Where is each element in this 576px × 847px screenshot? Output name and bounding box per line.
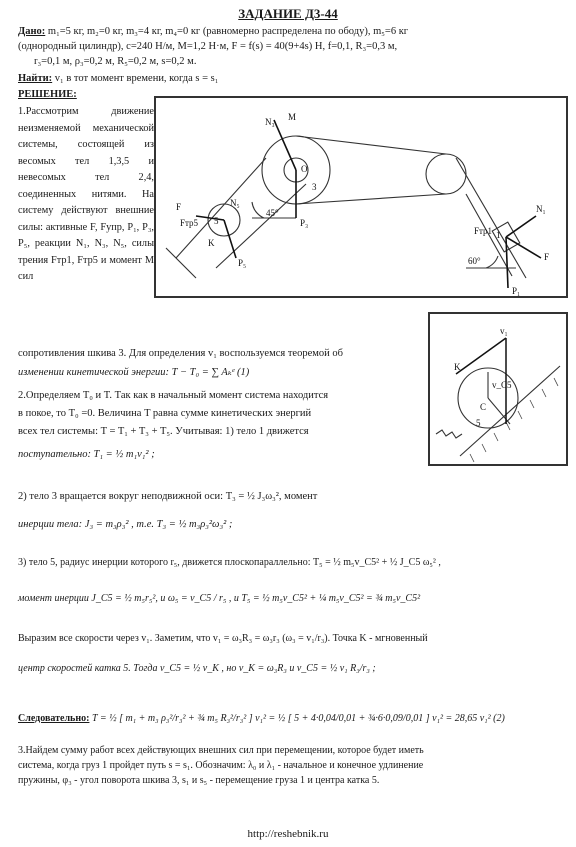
- label-P5: P₅: [238, 258, 247, 268]
- given-label: Дано:: [18, 26, 46, 37]
- label-5: 5: [214, 216, 219, 226]
- label-C: C: [480, 402, 487, 412]
- para2-line4: поступательно: T₁ = ½ m₁v₁² ;: [18, 449, 155, 460]
- para3-line2: инерции тела: J₃ = m₃ρ₃² , т.е. T₃ = ½ m₃ρ₃²ω₃² ;: [18, 519, 233, 530]
- label-F-left: F: [176, 202, 182, 212]
- label-O: O: [301, 164, 308, 174]
- para6-formula: T = ½ [ m₁ + m₃ ρ₃²/r₃² + ¾ m₅ R₃²/r₃² ] v₁² = ½ [ 5 + 4·0,04/0,01 + ¾·6·0,09/0,01 ] v₁² = 28,65 v₁² (2): [91, 713, 505, 724]
- mechanism-figure: [154, 96, 568, 298]
- label-M: M: [288, 112, 297, 122]
- page-title: ЗАДАНИЕ Д3-44: [238, 6, 338, 21]
- solution-column-text: 1.Рассмотрим движение неизменяемой механической системы, состоящей из весомых тел 1,3,5 и невесомых тел 2,4, соединенных нитями. На систему действуют внешние силы: активные F, Fупр, P₁, P₃, P₅, реакции N₁, N₃, N₅, силы трения Fтр1, Fтр5 и момент M сил: [18, 106, 154, 282]
- para4-line1: 3) тело 5, радиус инерции которого r₅, движется плоскопараллельно: T₅ = ½ m₅v_C5² + ½ J_C5 ω₅² ,: [18, 557, 441, 568]
- label-Ftr1: Fтр1: [474, 226, 493, 236]
- para5-line2: центр скоростей катка 5. Тогда v_C5 = ½ v_K , но v_K = ω₃R₃ и v_C5 = ½ v₁ R₃/r₃ ;: [18, 663, 376, 674]
- given-text-1: m₁=5 кг, m₂=0 кг, m₃=4 кг, m₄=0 кг (равномерно распределена по ободу), m₅=6 кг: [47, 26, 409, 37]
- label-P1: P₁: [512, 286, 521, 296]
- label-P3: P₃: [300, 218, 309, 228]
- para7-line1: 3.Найдем сумму работ всех действующих внешних сил при перемещении, которое будет иметь: [18, 745, 424, 756]
- label-1: 1: [496, 230, 501, 240]
- label-K: K: [208, 238, 215, 248]
- label-3: 3: [312, 182, 317, 192]
- para7-line3: пружины, φ₃ - угол поворота шкива 3, s₁ и s₅ - перемещение груза 1 и центра катка 5.: [18, 775, 380, 786]
- para7-line2: система, когда груз 1 пройдет путь s = s₁. Обозначим: λ₀ и λ₁ - начальное и конечное удлинение: [18, 760, 424, 771]
- find-label: Найти:: [18, 73, 53, 84]
- para6-line: [18, 712, 505, 725]
- para4-line2: момент инерции J_C5 = ½ m₅r₅², и ω₅ = v_C5 / r₅ , и T₅ = ½ m₅v_C5² + ¼ m₅v_C5² = ¾ m₅v_C5²: [18, 593, 421, 604]
- label-v1: v₁: [500, 326, 508, 336]
- label-5b: 5: [476, 418, 481, 428]
- roller-figure: [428, 312, 568, 466]
- para2-line1: 2.Определяем T₀ и T. Так как в начальный момент система находится: [18, 390, 329, 401]
- label-N5: N₅: [230, 198, 240, 208]
- para3-line1: 2) тело 3 вращается вокруг неподвижной оси: T₃ = ½ J₃ω₃², момент: [18, 491, 318, 502]
- roller-diagram: [430, 314, 566, 464]
- para1-line2: изменении кинетической энергии: T − T₀ = ∑ Aₖᵉ (1): [18, 367, 250, 378]
- given-line-1: [18, 25, 408, 39]
- label-vC5: v_C5: [492, 380, 512, 390]
- find-text: v₁ в тот момент времени, когда s = s₁: [54, 73, 219, 84]
- para2-line2: в покое, то T₀ =0. Величина T равна сумме кинетических энергий: [18, 408, 312, 419]
- para6-label: Следовательно:: [18, 713, 90, 724]
- given-line-3: r₃=0,1 м, ρ₃=0,2 м, R₅=0,2 м, s=0,2 м.: [34, 56, 197, 67]
- para1-line1: сопротивления шкива 3. Для определения v₁ воспользуемся теоремой об: [18, 348, 343, 359]
- para5-line1: Выразим все скорости через v₁. Заметим, что v₁ = ω₃R₃ = ω₃r₃ (ω₃ = v₁/r₃). Точка K - мгновенный: [18, 633, 428, 644]
- angle-left: 45°: [266, 208, 279, 218]
- label-N1: N₁: [536, 204, 546, 214]
- label-K2: K: [454, 362, 461, 372]
- label-N3: N₃: [265, 117, 275, 127]
- label-F: F: [544, 252, 550, 262]
- given-line-2: (однородный цилиндр), c=240 Н/м, M=1,2 Н·м, F = f(s) = 40(9+4s) Н, f=0,1, R₃=0,3 м,: [18, 41, 398, 52]
- label-Ftr5: Fтр5: [180, 218, 199, 228]
- para2-line3: всех тел системы: T = T₁ + T₃ + T₅. Учитывая: 1) тело 1 движется: [18, 426, 309, 437]
- mechanism-diagram: [156, 98, 566, 296]
- solution-label: РЕШЕНИЕ:: [18, 89, 77, 100]
- find-line: [18, 72, 218, 86]
- footer-url: http://reshebnik.ru: [247, 828, 329, 840]
- angle-right: 60°: [468, 256, 481, 266]
